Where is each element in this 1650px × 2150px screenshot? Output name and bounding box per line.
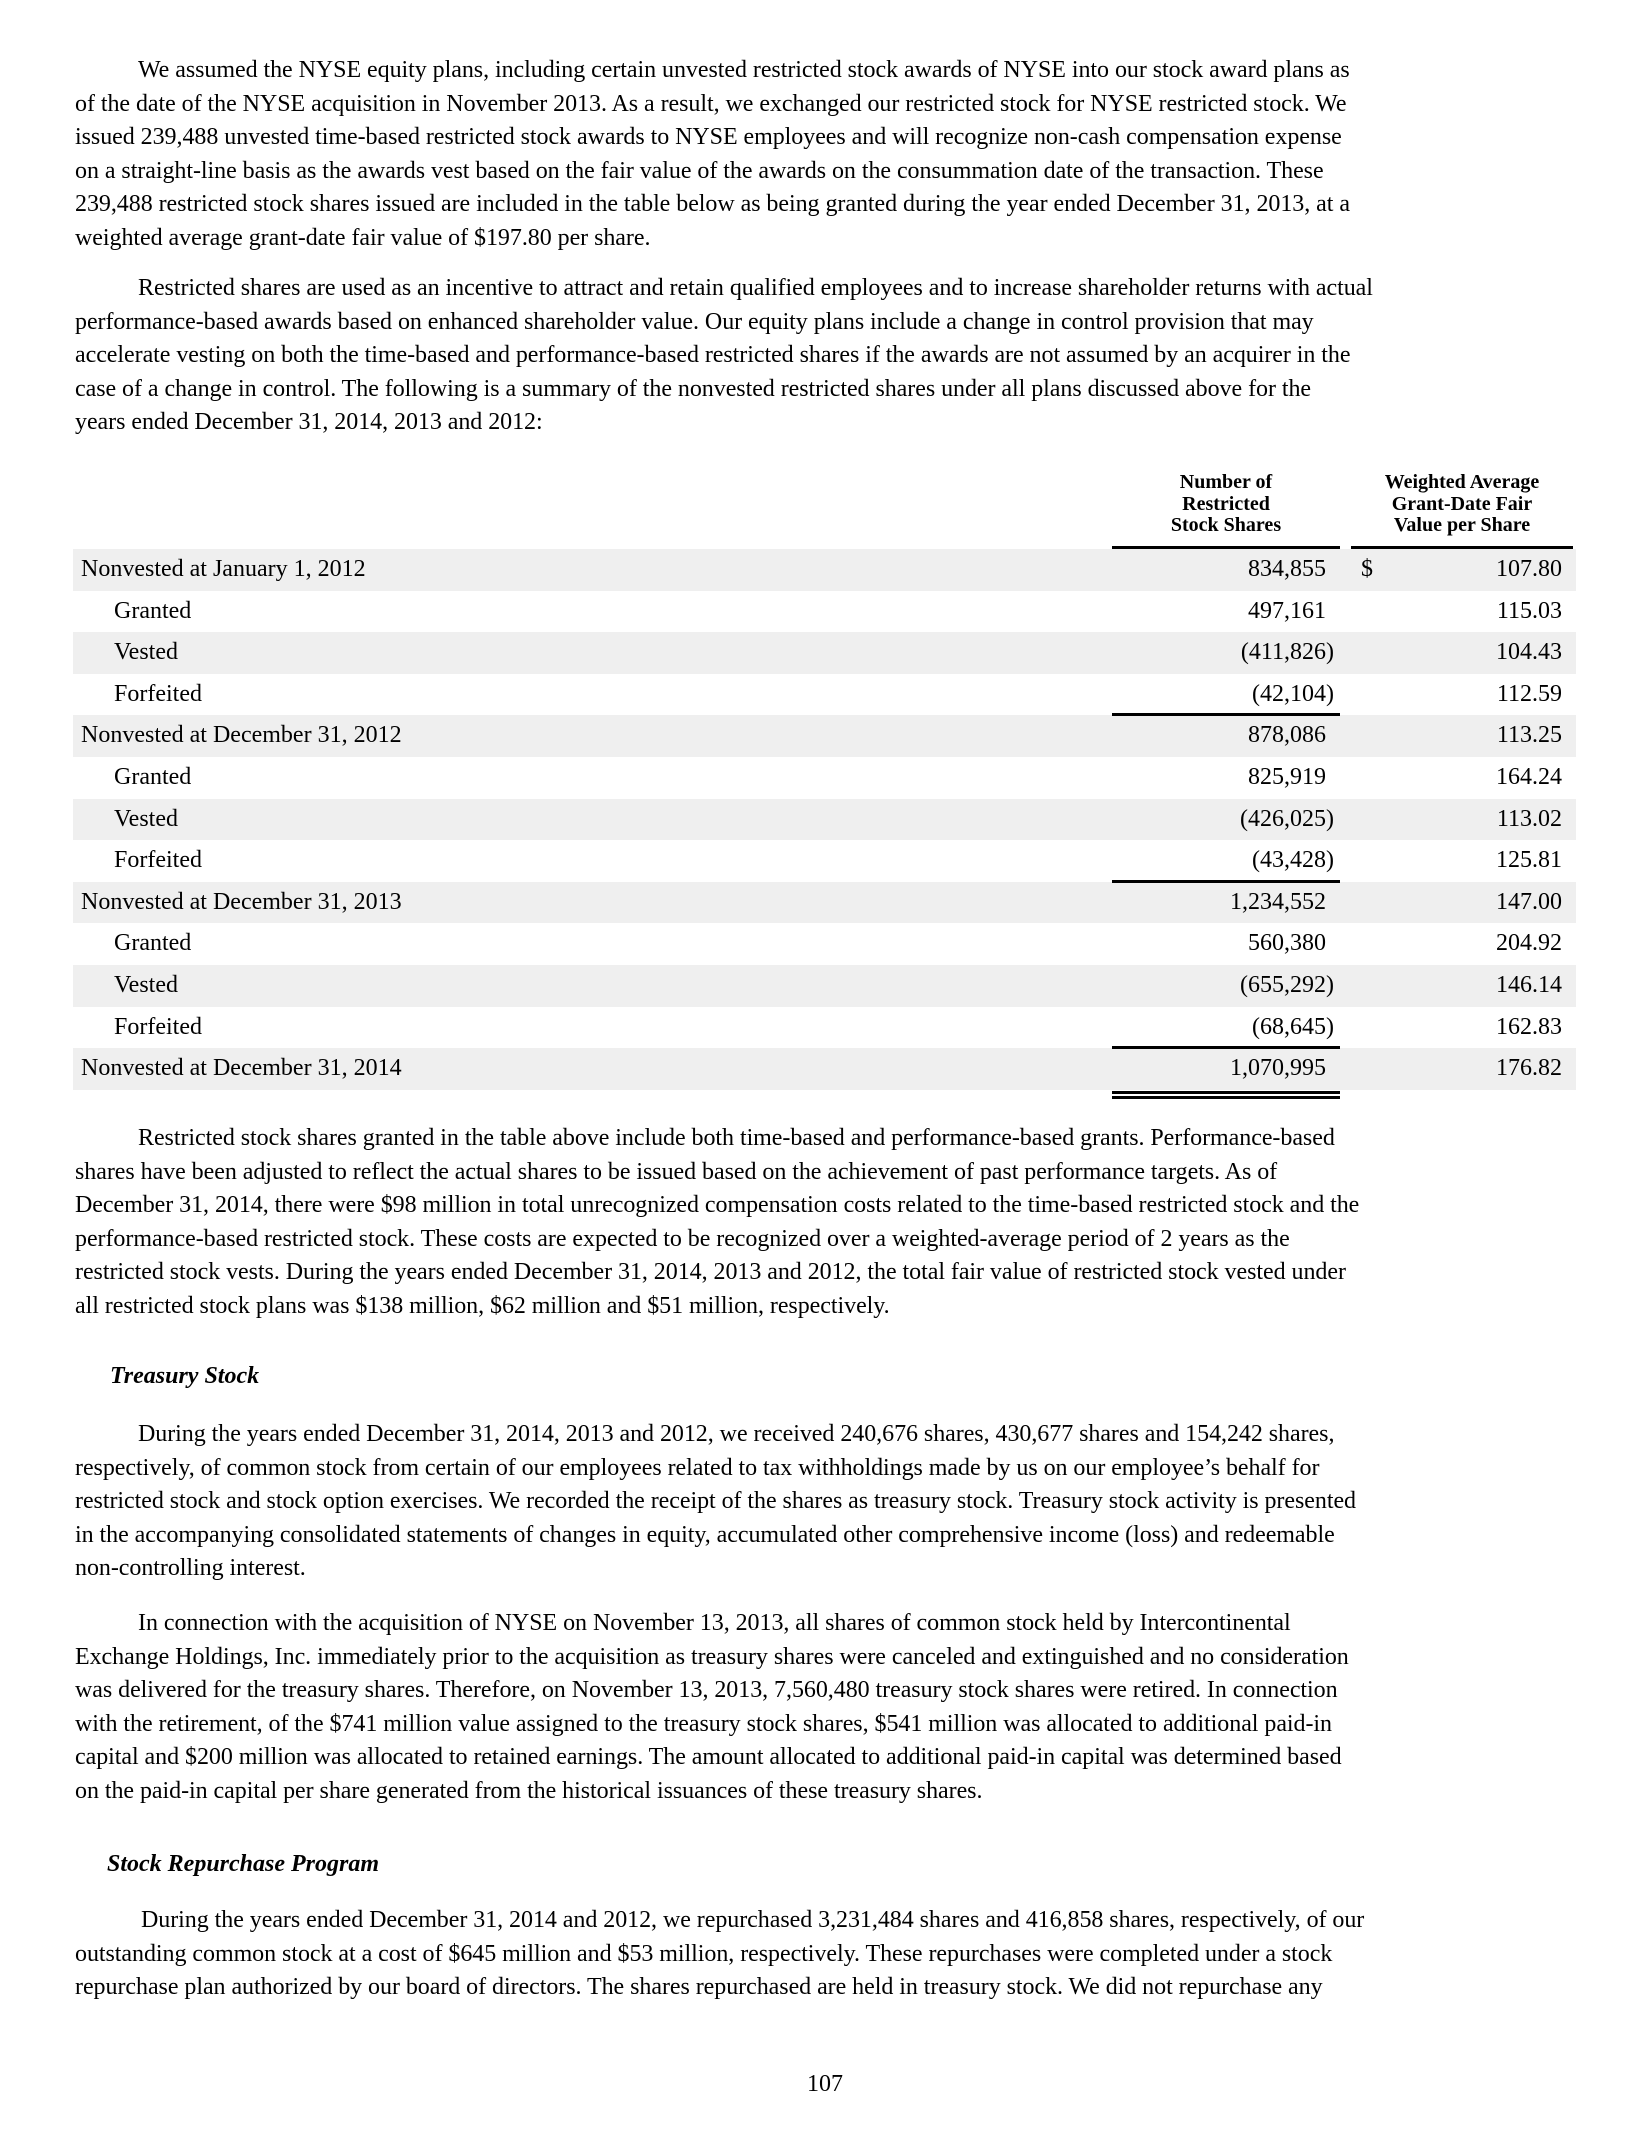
shares-cell bbox=[1112, 799, 1340, 841]
text-line: all restricted stock plans was $138 million, $62 million and $51 million, respectively. bbox=[75, 1292, 890, 1319]
paragraph-restricted-stock-granted bbox=[75, 1122, 1580, 1324]
row-label: Granted bbox=[114, 597, 192, 624]
header-line: Number of bbox=[1179, 471, 1273, 493]
text-line: repurchase plan authorized by our board of directors. The shares repurchased are held in treasury stock. We did not repurchase any bbox=[75, 1974, 1323, 2001]
shares-value: (426,025) bbox=[1240, 805, 1334, 832]
text-line: capital and $200 million was allocated to retained earnings. The amount allocated to additional paid-in capital was determined based bbox=[75, 1744, 1342, 1771]
shares-cell bbox=[1112, 632, 1340, 674]
row-label: Vested bbox=[114, 639, 178, 666]
text-line: restricted stock and stock option exercises. We recorded the receipt of the shares as treasury stock. Treasury stock activity is presented bbox=[75, 1488, 1356, 1515]
header-line: Value per Share bbox=[1393, 514, 1531, 536]
text-line: restricted stock vests. During the years ended December 31, 2014, 2013 and 2012, the total fair value of restricted stock vested under bbox=[75, 1259, 1346, 1286]
text-line: Exchange Holdings, Inc. immediately prior to the acquisition as treasury shares were canceled and extinguished and no consideration bbox=[75, 1643, 1349, 1670]
text-line: case of a change in control. The following is a summary of the nonvested restricted shares under all plans discussed above for the bbox=[75, 375, 1312, 402]
text-line: of the date of the NYSE acquisition in November 2013. As a result, we exchanged our restricted stock for NYSE restricted stock. We bbox=[75, 90, 1347, 117]
text-line: 239,488 restricted stock shares issued are included in the table below as being granted during the year ended December 31, 2013, at a bbox=[75, 191, 1350, 218]
paragraph-treasury-shares-received bbox=[75, 1418, 1580, 1586]
text-line: shares have been adjusted to reflect the actual shares to be issued based on the achievement of past performance targets. As of bbox=[75, 1158, 1278, 1185]
text-line: non-controlling interest. bbox=[75, 1555, 306, 1582]
text-line: December 31, 2014, there were $98 million in total unrecognized compensation costs related to the time-based restricted stock and the bbox=[75, 1192, 1360, 1219]
row-label: Granted bbox=[114, 763, 192, 790]
text-line: years ended December 31, 2014, 2013 and 2012: bbox=[75, 409, 543, 436]
shares-cell bbox=[1112, 882, 1340, 924]
fair-value-cell: 147.00 bbox=[1496, 888, 1562, 915]
header-line: Weighted Average bbox=[1384, 471, 1540, 493]
table-row-balance bbox=[73, 1048, 1576, 1090]
row-label: Nonvested at December 31, 2012 bbox=[81, 722, 402, 749]
shares-cell bbox=[1112, 965, 1340, 1007]
shares-value: (43,428) bbox=[1252, 847, 1334, 874]
page-number: 107 bbox=[807, 2071, 843, 2097]
text-line: Restricted stock shares granted in the table above include both time-based and performance-based grants. Performance-based bbox=[138, 1125, 1335, 1151]
paragraph-stock-repurchases bbox=[75, 1904, 1580, 2005]
fair-value-cell: 162.83 bbox=[1496, 1013, 1562, 1040]
table-row bbox=[73, 965, 1576, 1007]
fair-value-cell: 115.03 bbox=[1496, 597, 1562, 624]
row-label: Vested bbox=[114, 971, 178, 998]
table-row-balance bbox=[73, 715, 1576, 757]
shares-value: 878,086 bbox=[1248, 722, 1326, 749]
shares-cell bbox=[1112, 923, 1340, 965]
text-line: performance-based awards based on enhanced shareholder value. Our equity plans include a change in control provision that may bbox=[75, 308, 1314, 335]
total-double-rule bbox=[1112, 1091, 1340, 1099]
shares-cell bbox=[1112, 1007, 1340, 1049]
header-line: Grant-Date Fair bbox=[1391, 492, 1533, 515]
text-line: on the paid-in capital per share generated from the historical issuances of these treasury shares. bbox=[75, 1777, 983, 1804]
shares-cell bbox=[1112, 591, 1340, 633]
fair-value-cell: 164.24 bbox=[1496, 763, 1562, 790]
nonvested-restricted-shares-table bbox=[73, 470, 1576, 1090]
column-header-number-of-shares bbox=[1112, 472, 1340, 537]
row-label: Nonvested at December 31, 2013 bbox=[81, 888, 402, 915]
text-line: respectively, of common stock from certain of our employees related to tax withholdings made by us on our employee’s behalf for bbox=[75, 1454, 1320, 1481]
shares-value: (655,292) bbox=[1240, 971, 1334, 998]
table-row bbox=[73, 1007, 1576, 1049]
shares-value: 1,070,995 bbox=[1230, 1055, 1326, 1082]
paragraph-nyse-equity-plans bbox=[75, 54, 1580, 256]
header-line: Stock Shares bbox=[1170, 514, 1282, 536]
text-line: issued 239,488 unvested time-based restricted stock awards to NYSE employees and will recognize non-cash compensation expense bbox=[75, 124, 1342, 151]
text-line: Restricted shares are used as an incentive to attract and retain qualified employees and to increase shareholder returns with actual bbox=[138, 275, 1373, 301]
fair-value-cell: 146.14 bbox=[1496, 971, 1562, 998]
text-line: outstanding common stock at a cost of $645 million and $53 million, respectively. These repurchases were completed under a stock bbox=[75, 1940, 1333, 1967]
paragraph-restricted-shares-incentive bbox=[75, 272, 1580, 440]
column-header-fair-value bbox=[1351, 472, 1573, 537]
row-label: Forfeited bbox=[114, 1013, 202, 1040]
section-heading-stock-repurchase-program: Stock Repurchase Program bbox=[107, 1851, 380, 1877]
shares-value: 1,234,552 bbox=[1230, 888, 1326, 915]
row-label: Nonvested at January 1, 2012 bbox=[81, 556, 366, 582]
text-line: with the retirement, of the $741 million value assigned to the treasury stock shares, $541 million was allocated to additional paid-in bbox=[75, 1710, 1333, 1737]
table-row bbox=[73, 923, 1576, 965]
shares-value: 825,919 bbox=[1248, 763, 1326, 790]
currency-symbol: $ bbox=[1361, 556, 1373, 582]
shares-cell bbox=[1112, 757, 1340, 799]
table-row bbox=[73, 757, 1576, 799]
table-row-balance bbox=[73, 882, 1576, 924]
shares-cell bbox=[1112, 715, 1340, 757]
text-line: performance-based restricted stock. These costs are expected to be recognized over a weighted-average period of 2 years as the bbox=[75, 1225, 1290, 1252]
table-row bbox=[73, 591, 1576, 633]
table-row bbox=[73, 799, 1576, 841]
fair-value-cell: 176.82 bbox=[1496, 1055, 1562, 1082]
shares-cell bbox=[1112, 840, 1340, 882]
table-row-balance bbox=[73, 549, 1576, 591]
paragraph-treasury-shares-retired bbox=[75, 1607, 1580, 1809]
text-line: in the accompanying consolidated statements of changes in equity, accumulated other comprehensive income (loss) and redeemable bbox=[75, 1521, 1335, 1548]
header-line: Restricted bbox=[1182, 492, 1270, 515]
row-label: Nonvested at December 31, 2014 bbox=[81, 1055, 402, 1082]
text-line: In connection with the acquisition of NYSE on November 13, 2013, all shares of common stock held by Intercontinental bbox=[138, 1610, 1291, 1636]
shares-value: 560,380 bbox=[1248, 930, 1326, 957]
text-line: We assumed the NYSE equity plans, including certain unvested restricted stock awards of NYSE into our stock award plans as bbox=[138, 57, 1350, 83]
text-line: During the years ended December 31, 2014 and 2012, we repurchased 3,231,484 shares and 416,858 shares, respectively, of our bbox=[141, 1907, 1365, 1933]
table-row bbox=[73, 632, 1576, 674]
shares-value: 497,161 bbox=[1248, 597, 1326, 624]
text-line: on a straight-line basis as the awards vest based on the fair value of the awards on the consummation date of the transaction. These bbox=[75, 157, 1324, 184]
shares-value: (42,104) bbox=[1252, 680, 1334, 707]
text-line: During the years ended December 31, 2014, 2013 and 2012, we received 240,676 shares, 430,677 shares and 154,242 shares, bbox=[138, 1421, 1335, 1447]
row-label: Forfeited bbox=[114, 680, 202, 707]
section-heading-treasury-stock: Treasury Stock bbox=[110, 1363, 260, 1389]
row-label: Forfeited bbox=[114, 847, 202, 874]
shares-cell bbox=[1112, 549, 1340, 591]
shares-cell bbox=[1112, 674, 1340, 716]
table-body bbox=[73, 549, 1576, 1090]
text-line: weighted average grant-date fair value of $197.80 per share. bbox=[75, 224, 651, 251]
text-line: accelerate vesting on both the time-based and performance-based restricted shares if the awards are not assumed by an acquirer in the bbox=[75, 342, 1351, 369]
row-label: Granted bbox=[114, 930, 192, 957]
fair-value-cell: 113.25 bbox=[1496, 722, 1562, 749]
fair-value-cell: 113.02 bbox=[1496, 805, 1562, 832]
fair-value-cell: 107.80 bbox=[1496, 556, 1562, 582]
shares-value: (411,826) bbox=[1240, 639, 1334, 666]
table-row bbox=[73, 674, 1576, 716]
table-header bbox=[73, 470, 1576, 549]
shares-cell bbox=[1112, 1048, 1340, 1090]
fair-value-cell: 104.43 bbox=[1496, 639, 1562, 666]
fair-value-cell: 112.59 bbox=[1496, 680, 1562, 707]
fair-value-cell: 204.92 bbox=[1496, 930, 1562, 957]
table-row bbox=[73, 840, 1576, 882]
text-line: was delivered for the treasury shares. Therefore, on November 13, 2013, 7,560,480 treasury stock shares were retired. In connection bbox=[75, 1677, 1338, 1704]
shares-value: 834,855 bbox=[1248, 556, 1326, 582]
fair-value-cell: 125.81 bbox=[1496, 847, 1562, 874]
shares-value: (68,645) bbox=[1252, 1013, 1334, 1040]
row-label: Vested bbox=[114, 805, 178, 832]
